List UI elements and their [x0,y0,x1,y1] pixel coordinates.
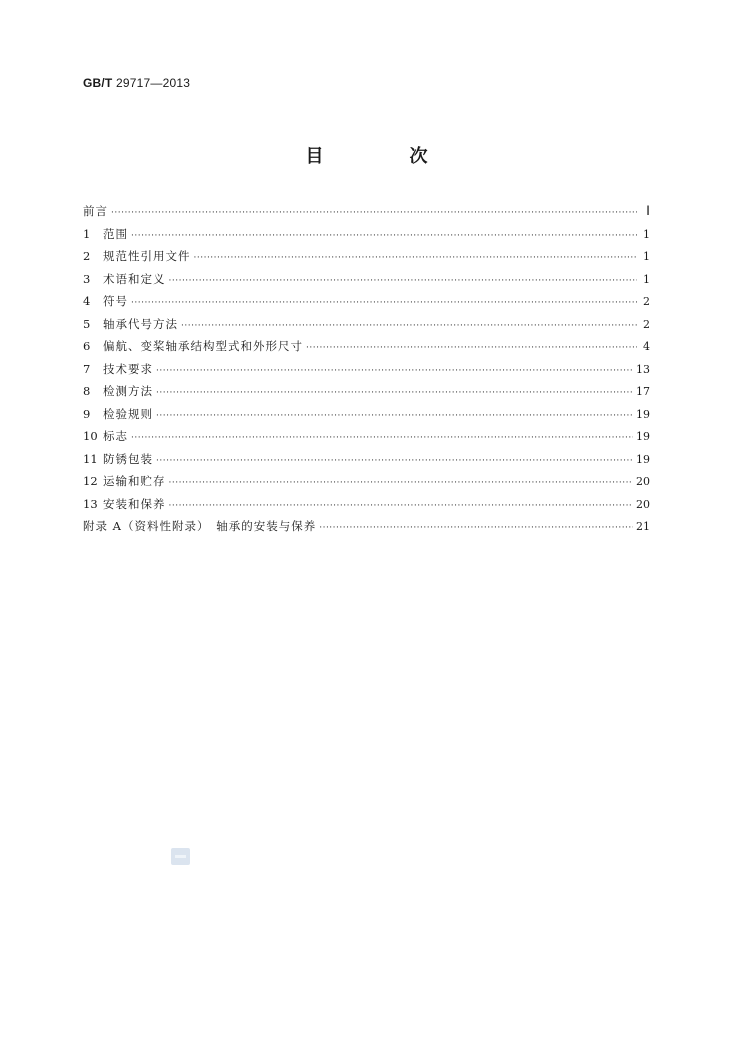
toc-entry-text: 安装和保养 [103,496,166,511]
dot-leader [156,405,633,428]
toc-entry-text: 轴承代号方法 [103,316,178,331]
toc-entry-number: 1 [83,226,91,241]
toc-entry-text: 符号 [103,294,128,308]
toc-entry-page: Ⅰ [646,203,650,218]
toc-entry-text: 防锈包装 [103,451,153,466]
standard-prefix: GB/T [83,76,113,90]
toc-entry-page: 19 [636,430,650,443]
dot-leader [194,247,638,270]
dot-leader [306,337,637,360]
toc-entry-5[interactable] [83,313,650,336]
dot-leader [111,202,637,225]
toc-entry-text: 运输和贮存 [103,474,166,488]
toc-entry-10[interactable] [83,425,650,448]
toc-entry-number: 12 [83,474,98,488]
toc-entry-label [83,290,128,313]
toc-entry-11[interactable] [83,448,650,471]
toc-entry-7[interactable] [83,358,650,381]
toc-entry-number: 3 [83,271,91,286]
toc-entry-text: 术语和定义 [103,271,166,286]
dot-leader [156,382,633,405]
toc-entry-label [83,268,166,291]
toc-entry-number: 5 [83,316,91,331]
toc-entry-page: 17 [636,385,650,398]
toc-entry-page: 19 [636,452,650,466]
dot-leader [169,495,634,518]
dot-leader [156,450,633,473]
dot-leader [131,292,637,315]
toc-entry-9[interactable] [83,403,650,426]
dot-leader [169,472,634,495]
dot-leader [319,517,633,540]
dot-leader [131,225,637,248]
toc-entry-page: 1 [643,250,650,263]
toc-entry-12[interactable] [83,470,650,493]
toc-entry-8[interactable] [83,380,650,403]
dot-leader [181,315,637,338]
toc-entry-appendix-a[interactable] [83,515,650,538]
toc-entry-label [83,515,316,538]
toc-entry-page: 1 [643,272,650,286]
toc-entry-page: 13 [636,362,650,376]
toc-title: 目 次 [305,146,462,167]
toc-entry-text: 规范性引用文件 [103,249,191,263]
toc-entry-text: 附录 A（资料性附录） 轴承的安装与保养 [83,519,317,533]
toc-entry-label [83,335,303,358]
toc-entry-label [83,493,166,516]
toc-entry-number: 7 [83,361,91,376]
toc-entry-label [83,358,153,381]
toc-entry-number: 8 [83,384,91,398]
toc-entry-page: 19 [636,407,650,421]
toc-entry-label [83,425,128,448]
toc-entry-page: 2 [643,295,650,308]
toc-entry-text: 前言 [83,204,108,218]
toc-entry-label [83,245,191,268]
toc-entry-number: 4 [83,294,91,308]
toc-entry-page: 20 [636,497,650,511]
toc-entry-label [83,223,128,246]
toc-entry-4[interactable] [83,290,650,313]
toc-entry-page: 4 [643,340,650,353]
watermark-stamp-icon [171,848,190,865]
toc-entry-page: 21 [636,520,650,533]
toc-entry-label [83,403,153,426]
toc-entry-text: 技术要求 [103,361,153,376]
toc-entry-text: 范围 [103,226,128,241]
toc-entry-number: 6 [83,339,91,353]
toc-entry-text: 检测方法 [103,384,153,398]
toc-entry-foreword[interactable] [83,200,650,223]
toc-entry-label [83,470,166,493]
table-of-contents [83,200,650,538]
toc-entry-number: 13 [83,496,98,511]
toc-entry-text: 标志 [103,429,128,443]
dot-leader [156,360,633,383]
toc-entry-number: 11 [83,451,98,466]
standard-number: 29717—2013 [116,76,191,90]
toc-entry-3[interactable] [83,268,650,291]
toc-entry-number: 2 [83,249,91,263]
toc-entry-1[interactable] [83,223,650,246]
toc-entry-number: 9 [83,406,91,421]
toc-entry-label [83,200,108,223]
toc-entry-number: 10 [83,429,98,443]
toc-entry-page: 1 [643,227,650,241]
toc-entry-text: 偏航、变桨轴承结构型式和外形尺寸 [103,339,303,353]
toc-entry-label [83,448,153,471]
dot-leader [169,270,638,293]
toc-entry-13[interactable] [83,493,650,516]
toc-entry-label [83,313,178,336]
toc-entry-label [83,380,153,403]
toc-entry-6[interactable] [83,335,650,358]
standard-code [83,76,190,90]
toc-entry-page: 2 [643,317,650,331]
toc-entry-text: 检验规则 [103,406,153,421]
toc-entry-2[interactable] [83,245,650,268]
toc-entry-page: 20 [636,475,650,488]
dot-leader [131,427,633,450]
